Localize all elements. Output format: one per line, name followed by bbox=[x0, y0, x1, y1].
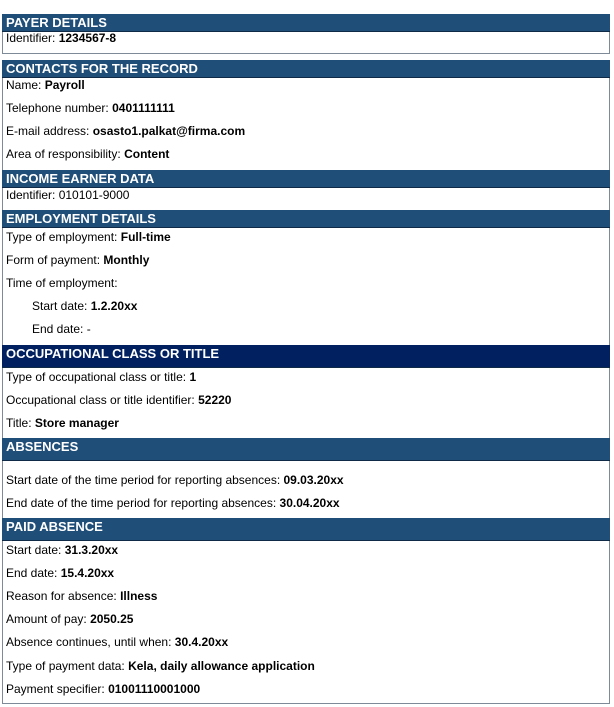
contact-area-label: Area of responsibility: bbox=[6, 147, 121, 161]
paid-absence-start-label: Start date: bbox=[6, 543, 62, 557]
occupational-type-row bbox=[6, 370, 196, 384]
occupational-type-label: Type of occupational class or title: bbox=[6, 370, 187, 384]
absences-end-row bbox=[6, 496, 340, 510]
paid-absence-start-value: 31.3.20xx bbox=[64, 543, 119, 557]
absence-continues-value: 30.4.20xx bbox=[174, 635, 229, 649]
contact-area-value: Content bbox=[124, 147, 170, 161]
pay-amount-row bbox=[6, 612, 133, 626]
occupational-type-value: 1 bbox=[189, 370, 197, 384]
occupational-id-row bbox=[6, 393, 231, 407]
payer-identifier-row bbox=[6, 31, 116, 45]
employment-time-label: Time of employment: bbox=[6, 276, 118, 290]
paid-absence-end-value: 15.4.20xx bbox=[60, 566, 115, 580]
absences-start-value: 09.03.20xx bbox=[283, 473, 344, 487]
employment-end-row bbox=[32, 322, 91, 336]
income-earner-header: INCOME EARNER DATA bbox=[2, 170, 610, 188]
occupational-header: OCCUPATIONAL CLASS OR TITLE bbox=[2, 345, 610, 368]
employment-time-row bbox=[6, 276, 118, 290]
contact-area-row bbox=[6, 147, 169, 161]
income-earner-identifier-row bbox=[6, 188, 129, 202]
payment-type-value: Kela, daily allowance application bbox=[128, 659, 315, 673]
bottom-border bbox=[2, 703, 610, 704]
paid-absence-header: PAID ABSENCE bbox=[2, 518, 610, 541]
paid-absence-end-row bbox=[6, 566, 114, 580]
absence-reason-value: Illness bbox=[120, 589, 158, 603]
payment-type-label: Type of payment data: bbox=[6, 659, 125, 673]
payment-specifier-value: 01001110001000 bbox=[108, 682, 201, 696]
paid-absence-start-row bbox=[6, 543, 118, 557]
contact-email-value: osasto1.palkat@firma.com bbox=[92, 124, 246, 138]
employment-end-value: - bbox=[86, 322, 91, 336]
absences-end-label: End date of the time period for reporting absences: bbox=[6, 496, 277, 510]
contact-email-row bbox=[6, 124, 245, 138]
contact-name-row bbox=[6, 78, 85, 92]
absences-header: ABSENCES bbox=[2, 438, 610, 461]
payment-specifier-row bbox=[6, 682, 200, 696]
absence-reason-row bbox=[6, 589, 157, 603]
contact-name-value: Payroll bbox=[44, 78, 85, 92]
payment-form-value: Monthly bbox=[103, 253, 150, 267]
payment-specifier-label: Payment specifier: bbox=[6, 682, 105, 696]
contact-phone-row bbox=[6, 101, 175, 115]
employment-header: EMPLOYMENT DETAILS bbox=[2, 210, 610, 228]
payment-form-label: Form of payment: bbox=[6, 253, 101, 267]
absence-continues-row bbox=[6, 635, 228, 649]
employment-type-value: Full-time bbox=[120, 230, 171, 244]
occupational-title-row bbox=[6, 416, 119, 430]
contact-phone-value: 0401111111 bbox=[112, 101, 175, 115]
contact-email-label: E-mail address: bbox=[6, 124, 90, 138]
income-earner-identifier-label: Identifier: bbox=[6, 188, 56, 202]
contact-name-label: Name: bbox=[6, 78, 42, 92]
payer-identifier-label: Identifier: bbox=[6, 31, 56, 45]
employment-start-row bbox=[32, 299, 137, 313]
absences-start-label: Start date of the time period for reporting absences: bbox=[6, 473, 281, 487]
paid-absence-end-label: End date: bbox=[6, 566, 58, 580]
pay-amount-value: 2050.25 bbox=[90, 612, 134, 626]
payer-bottom-border bbox=[2, 53, 610, 54]
payment-type-row bbox=[6, 659, 315, 673]
absences-end-value: 30.04.20xx bbox=[279, 496, 340, 510]
employment-start-value: 1.2.20xx bbox=[90, 299, 138, 313]
employment-type-row bbox=[6, 230, 171, 244]
employment-type-label: Type of employment: bbox=[6, 230, 118, 244]
payer-header: PAYER DETAILS bbox=[2, 14, 610, 32]
occupational-id-label: Occupational class or title identifier: bbox=[6, 393, 195, 407]
payment-form-row bbox=[6, 253, 149, 267]
absence-continues-label: Absence continues, until when: bbox=[6, 635, 172, 649]
absences-start-row bbox=[6, 473, 344, 487]
absence-reason-label: Reason for absence: bbox=[6, 589, 117, 603]
payer-identifier-value: 1234567-8 bbox=[58, 31, 117, 45]
occupational-title-label: Title: bbox=[6, 416, 32, 430]
contact-phone-label: Telephone number: bbox=[6, 101, 109, 115]
income-earner-identifier-value: 010101-9000 bbox=[58, 188, 130, 202]
occupational-id-value: 52220 bbox=[198, 393, 232, 407]
employment-start-label: Start date: bbox=[32, 299, 88, 313]
pay-amount-label: Amount of pay: bbox=[6, 612, 87, 626]
contacts-header: CONTACTS FOR THE RECORD bbox=[2, 60, 610, 78]
employment-end-label: End date: bbox=[32, 322, 84, 336]
occupational-title-value: Store manager bbox=[34, 416, 119, 430]
